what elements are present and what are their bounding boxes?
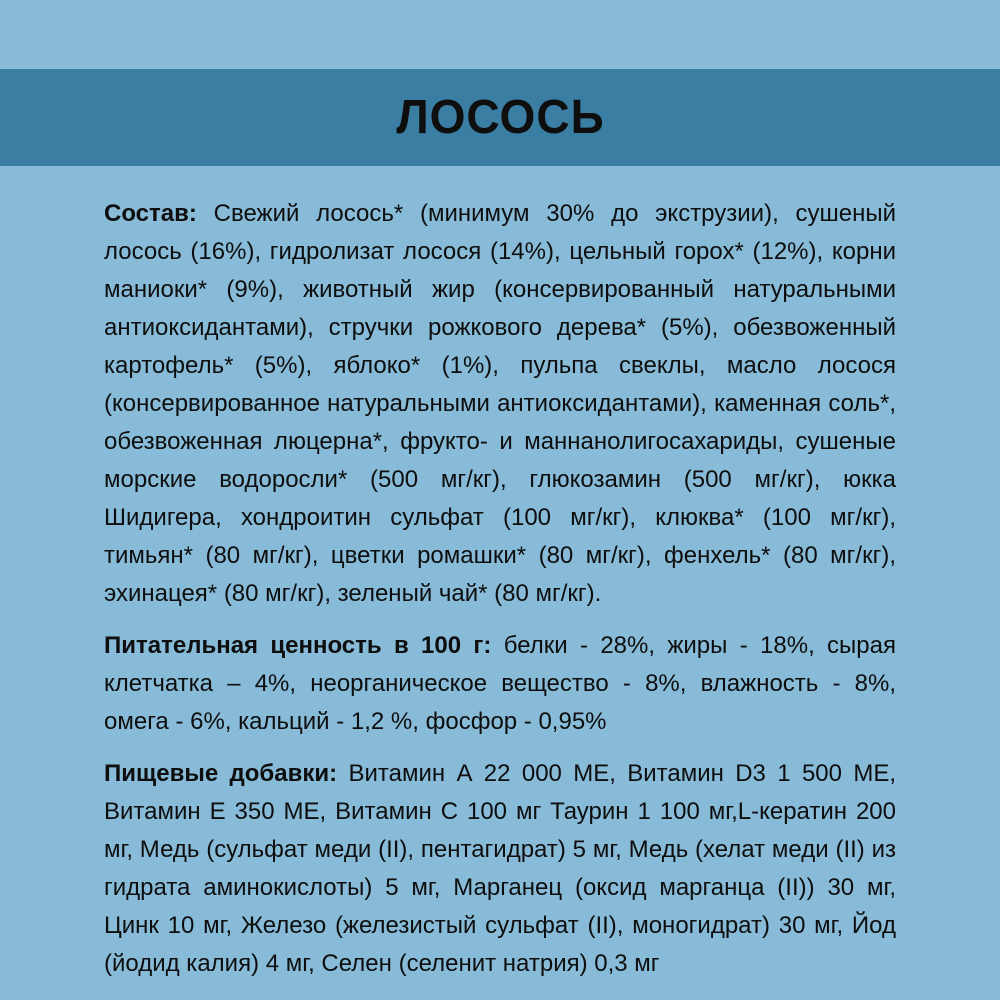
composition-label: Состав: xyxy=(104,200,197,227)
additives-label: Пищевые добавки: xyxy=(104,760,338,787)
label-content xyxy=(0,166,1000,983)
composition-paragraph xyxy=(104,195,896,613)
nutrition-label: Питательная ценность в 100 г: xyxy=(104,632,492,659)
title-band xyxy=(0,69,1000,166)
nutrition-paragraph xyxy=(104,627,896,741)
additives-text: Витамин А 22 000 МЕ, Витамин D3 1 500 МЕ, Витамин Е 350 МЕ, Витамин С 100 мг Таурин 1 100 мг,L-кератин 200 мг, Медь (сульфат меди (II), пентагидрат) 5 мг, Медь (хелат меди (II) из гидрата аминокислоты) 5 мг, Марганец (оксид марганца (II)) 30 мг, Цинк 10 мг, Железо (железистый сульфат (II), моногидрат) 30 мг, Йод (йодид калия) 4 мг, Селен (селенит натрия) 0,3 мг xyxy=(104,760,896,977)
product-title: ЛОСОСЬ xyxy=(395,91,605,144)
additives-paragraph xyxy=(104,755,896,983)
composition-text: Свежий лосось* (минимум 30% до экструзии), сушеный лосось (16%), гидролизат лосося (14%), цельный горох* (12%), корни маниоки* (9%), животный жир (консервированный натуральными антиоксидантами), стручки рожкового дерева* (5%), обезвоженный картофель* (5%), яблоко* (1%), пульпа свеклы, масло лосося (консервированное натуральными антиоксидантами), каменная соль*, обезвоженная люцерна*, фрукто- и маннанолигосахариды, сушеные морские водоросли* (500 мг/кг), глюкозамин (500 мг/кг), юкка Шидигера, хондроитин сульфат (100 мг/кг), клюква* (100 мг/кг), тимьян* (80 мг/кг), цветки ромашки* (80 мг/кг), фенхель* (80 мг/кг), эхинацея* (80 мг/кг), зеленый чай* (80 мг/кг). xyxy=(104,200,897,607)
nutrition-text: белки - 28%, жиры - 18%, сырая клетчатка – 4%, неорганическое вещество - 8%, влажность - 8%, омега - 6%, кальций - 1,2 %, фосфор - 0,95% xyxy=(104,632,896,735)
